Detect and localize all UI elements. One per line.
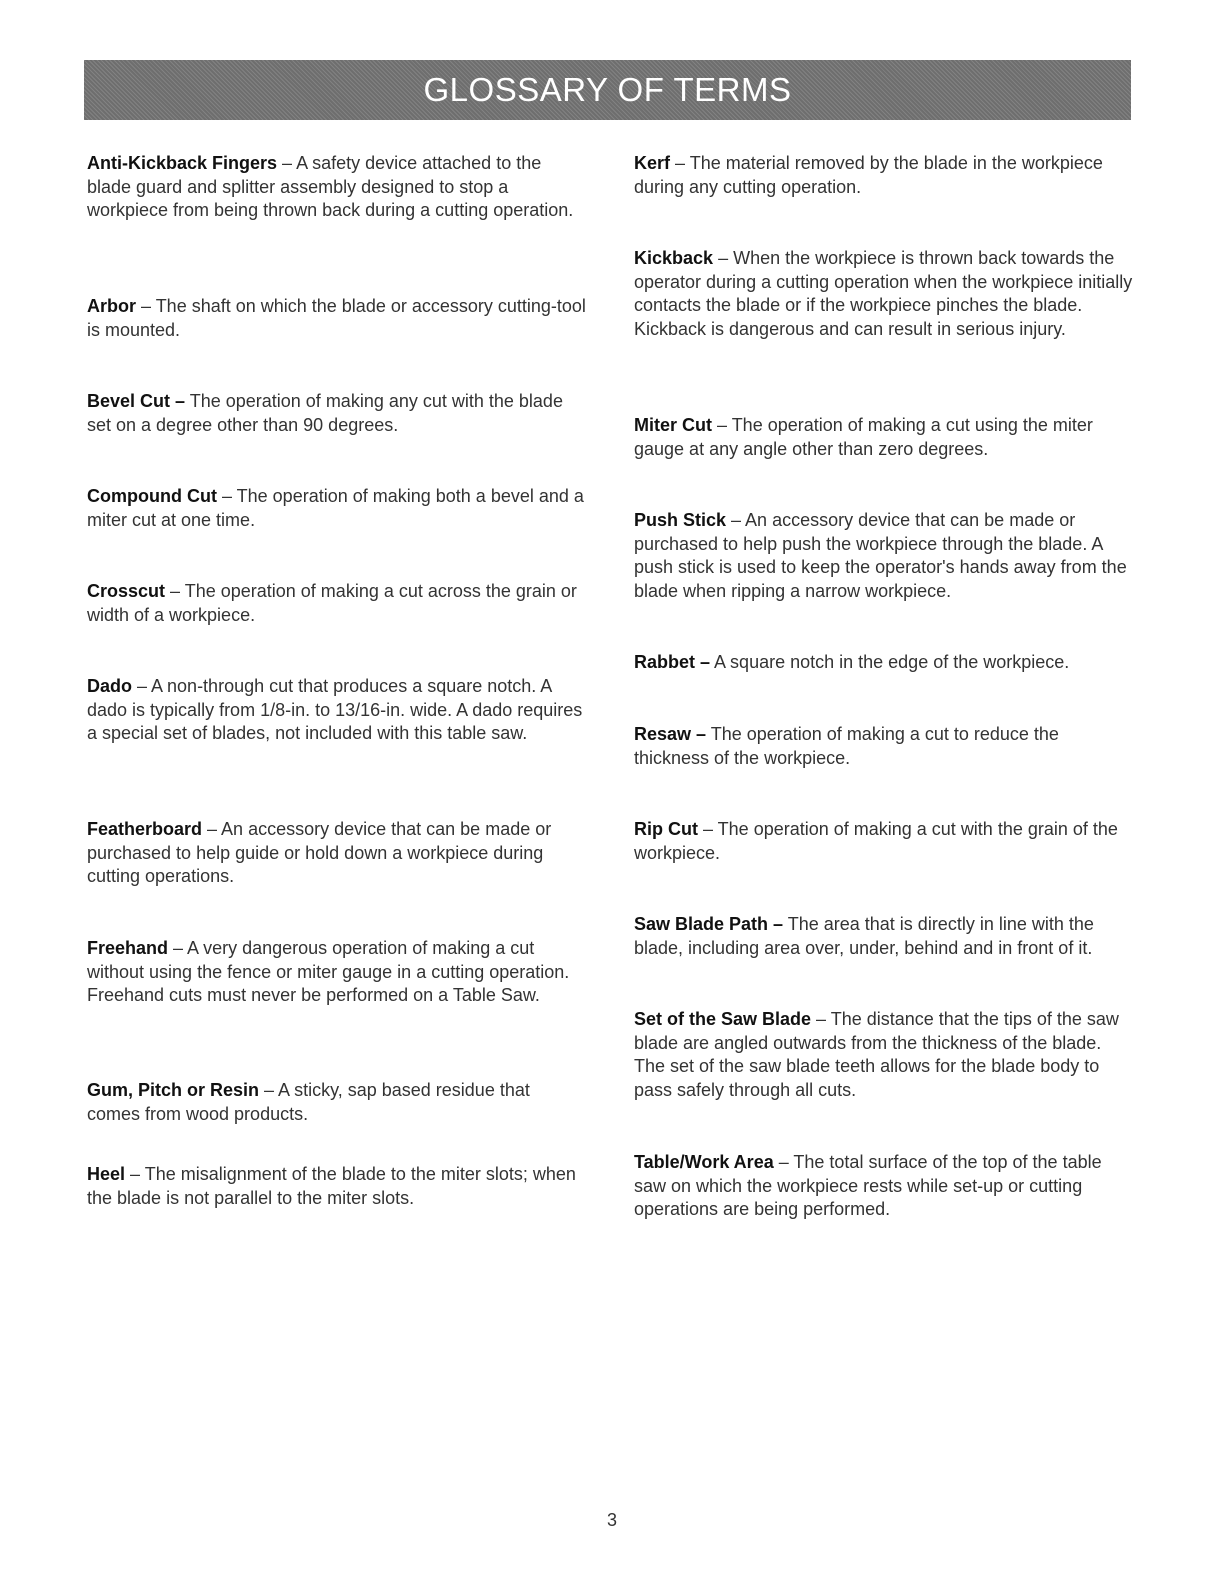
- glossary-entry-crosscut: [87, 580, 587, 627]
- glossary-definition: – A safety device attached to the blade guard and splitter assembly designed to stop a workpiece from being thrown back during a cutting operation.: [87, 153, 574, 220]
- glossary-definition: – An accessory device that can be made or purchased to help guide or hold down a workpiece during cutting operations.: [87, 819, 552, 886]
- glossary-term: Freehand: [87, 938, 169, 958]
- glossary-definition: – A non-through cut that produces a square notch. A dado is typically from 1/8-in. to 13/16-in. wide. A dado requires a special set of blades, not included with this table saw.: [87, 676, 583, 743]
- glossary-definition: A square notch in the edge of the workpiece.: [710, 652, 1070, 672]
- glossary-definition: – The operation of making both a bevel and a miter cut at one time.: [87, 486, 584, 530]
- glossary-term: Anti-Kickback Fingers: [87, 153, 278, 173]
- glossary-entry-table-work-area: [634, 1151, 1134, 1222]
- glossary-entry-saw-blade-path: [634, 913, 1134, 960]
- glossary-definition: – A very dangerous operation of making a cut without using the fence or miter gauge in a cutting operation. Freehand cuts must never be performed on a Table Saw.: [87, 938, 570, 1005]
- glossary-definition: – The material removed by the blade in the workpiece during any cutting operation.: [634, 153, 1103, 197]
- glossary-definition: The operation of making a cut to reduce the thickness of the workpiece.: [634, 724, 1059, 768]
- glossary-entry-freehand: [87, 937, 587, 1008]
- glossary-definition: – The total surface of the top of the table saw on which the workpiece rests while set-up or cutting operations are being performed.: [634, 1152, 1102, 1219]
- glossary-definition: – A sticky, sap based residue that comes from wood products.: [87, 1080, 530, 1124]
- glossary-entry-rip-cut: [634, 818, 1134, 865]
- glossary-entry-bevel-cut: [87, 390, 587, 437]
- glossary-term: Rabbet –: [634, 652, 711, 672]
- glossary-definition: – When the workpiece is thrown back towards the operator during a cutting operation when the workpiece initially contacts the blade or if the workpiece pinches the blade. Kickback is dangerous and can result in serious injury.: [634, 248, 1133, 339]
- glossary-term: Saw Blade Path –: [634, 914, 784, 934]
- glossary-definition: The operation of making any cut with the blade set on a degree other than 90 degrees.: [87, 391, 563, 435]
- glossary-term: Gum, Pitch or Resin: [87, 1080, 260, 1100]
- glossary-entry-arbor: [87, 295, 587, 342]
- glossary-term: Resaw –: [634, 724, 707, 744]
- glossary-term: Table/Work Area: [634, 1152, 774, 1172]
- glossary-definition: – The operation of making a cut across the grain or width of a workpiece.: [87, 581, 577, 625]
- glossary-entry-featherboard: [87, 818, 587, 889]
- glossary-entry-anti-kickback-fingers: [87, 152, 587, 223]
- glossary-definition: – The distance that the tips of the saw blade are angled outwards from the thickness of the blade. The set of the saw blade teeth allows for the blade body to pass safely through all cuts.: [634, 1009, 1119, 1100]
- glossary-definition: The area that is directly in line with the blade, including area over, under, behind and in front of it.: [634, 914, 1094, 958]
- glossary-definition: – The misalignment of the blade to the miter slots; when the blade is not parallel to the miter slots.: [87, 1164, 576, 1208]
- glossary-entry-heel: [87, 1163, 587, 1210]
- glossary-entry-dado: [87, 675, 587, 746]
- page-number: 3: [606, 1510, 617, 1530]
- glossary-entry-compound-cut: [87, 485, 587, 532]
- glossary-definition: – The shaft on which the blade or accessory cutting-tool is mounted.: [87, 296, 586, 340]
- glossary-term: Push Stick: [634, 510, 727, 530]
- glossary-term: Bevel Cut –: [87, 391, 186, 411]
- glossary-definition: – The operation of making a cut with the grain of the workpiece.: [634, 819, 1118, 863]
- glossary-entry-kerf: [634, 152, 1134, 199]
- glossary-term: Miter Cut: [634, 415, 712, 435]
- glossary-term: Featherboard: [87, 819, 203, 839]
- title-banner: [84, 60, 1131, 120]
- glossary-term: Compound Cut: [87, 486, 217, 506]
- glossary-definition: – The operation of making a cut using the miter gauge at any angle other than zero degrees.: [634, 415, 1093, 459]
- glossary-term: Crosscut: [87, 581, 166, 601]
- glossary-term: Arbor: [87, 296, 136, 316]
- glossary-entry-gum-pitch-resin: [87, 1079, 587, 1126]
- glossary-definition: – An accessory device that can be made or purchased to help push the workpiece through the blade. A push stick is used to keep the operator's hands away from the blade when ripping a narrow workpiece.: [634, 510, 1127, 601]
- glossary-entry-kickback: [634, 247, 1134, 341]
- glossary-term: Heel: [87, 1164, 126, 1184]
- glossary-entry-rabbet: [634, 651, 1134, 675]
- page-title: GLOSSARY OF TERMS: [423, 71, 792, 108]
- glossary-term: Rip Cut: [634, 819, 698, 839]
- glossary-term: Set of the Saw Blade: [634, 1009, 812, 1029]
- glossary-entry-resaw: [634, 723, 1134, 770]
- glossary-term: Dado: [87, 676, 132, 696]
- glossary-term: Kickback: [634, 248, 714, 268]
- glossary-entry-set-of-the-saw-blade: [634, 1008, 1134, 1102]
- glossary-term: Kerf: [634, 153, 671, 173]
- glossary-entry-push-stick: [634, 509, 1134, 603]
- glossary-entry-miter-cut: [634, 414, 1134, 461]
